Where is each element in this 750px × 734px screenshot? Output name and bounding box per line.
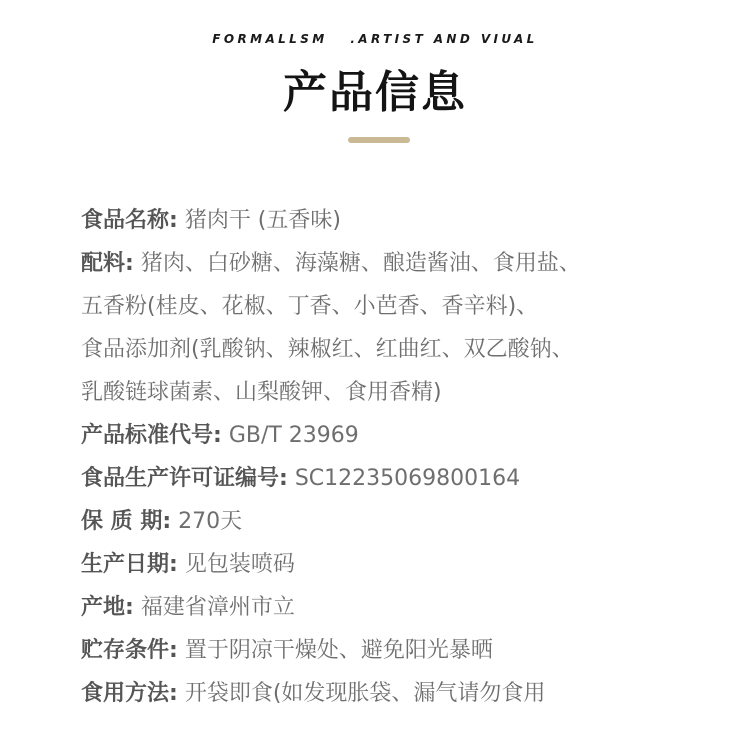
info-row-standard xyxy=(81,414,721,457)
standard-label: 产品标准代号: xyxy=(81,423,222,448)
license-label: 食品生产许可证编号: xyxy=(81,466,288,491)
info-row-origin xyxy=(81,586,721,629)
usage-label: 食用方法: xyxy=(81,681,178,706)
name-label: 食品名称: xyxy=(81,208,178,233)
usage-value: 开袋即食(如发现胀袋、漏气请勿食用 xyxy=(184,681,546,706)
storage-value: 置于阴凉干燥处、避免阳光暴晒 xyxy=(184,638,493,663)
ingredients-line-2: 五香粉(桂皮、花椒、丁香、小芭香、香辛料)、 xyxy=(81,294,539,319)
name-value: 猪肉干 (五香味) xyxy=(184,208,341,233)
production-date-label: 生产日期: xyxy=(81,552,178,577)
info-row-license xyxy=(81,457,721,500)
origin-value: 福建省漳州市立 xyxy=(140,595,295,620)
standard-value: GB/T 23969 xyxy=(228,423,359,448)
info-row-ingredients-cont xyxy=(81,328,721,371)
info-row-storage xyxy=(81,629,721,672)
shelf-life-label: 保 质 期: xyxy=(81,509,172,534)
origin-label: 产地: xyxy=(81,595,134,620)
info-row-ingredients-cont xyxy=(81,371,721,414)
info-row-shelf-life xyxy=(81,500,721,543)
product-info-list xyxy=(81,199,721,715)
ingredients-line-4: 乳酸链球菌素、山梨酸钾、食用香精) xyxy=(81,380,442,405)
info-row-ingredients-cont xyxy=(81,285,721,328)
ingredients-label: 配料: xyxy=(81,251,134,276)
title-underline-bar xyxy=(348,137,410,143)
page-title: 产品信息 xyxy=(283,67,467,118)
storage-label: 贮存条件: xyxy=(81,638,178,663)
info-row-production-date xyxy=(81,543,721,586)
ingredients-line-3: 食品添加剂(乳酸钠、辣椒红、红曲红、双乙酸钠、 xyxy=(81,337,574,362)
production-date-value: 见包装喷码 xyxy=(184,552,295,577)
brand-subtitle: FORMALLSM .ARTIST AND VIUAL xyxy=(212,32,538,46)
info-row-name xyxy=(81,199,721,242)
ingredients-line-1: 猪肉、白砂糖、海藻糖、酿造酱油、食用盐、 xyxy=(140,251,581,276)
shelf-life-value: 270天 xyxy=(178,509,243,534)
license-value: SC12235069800164 xyxy=(294,466,521,491)
info-row-usage xyxy=(81,672,721,715)
info-row-ingredients xyxy=(81,242,721,285)
